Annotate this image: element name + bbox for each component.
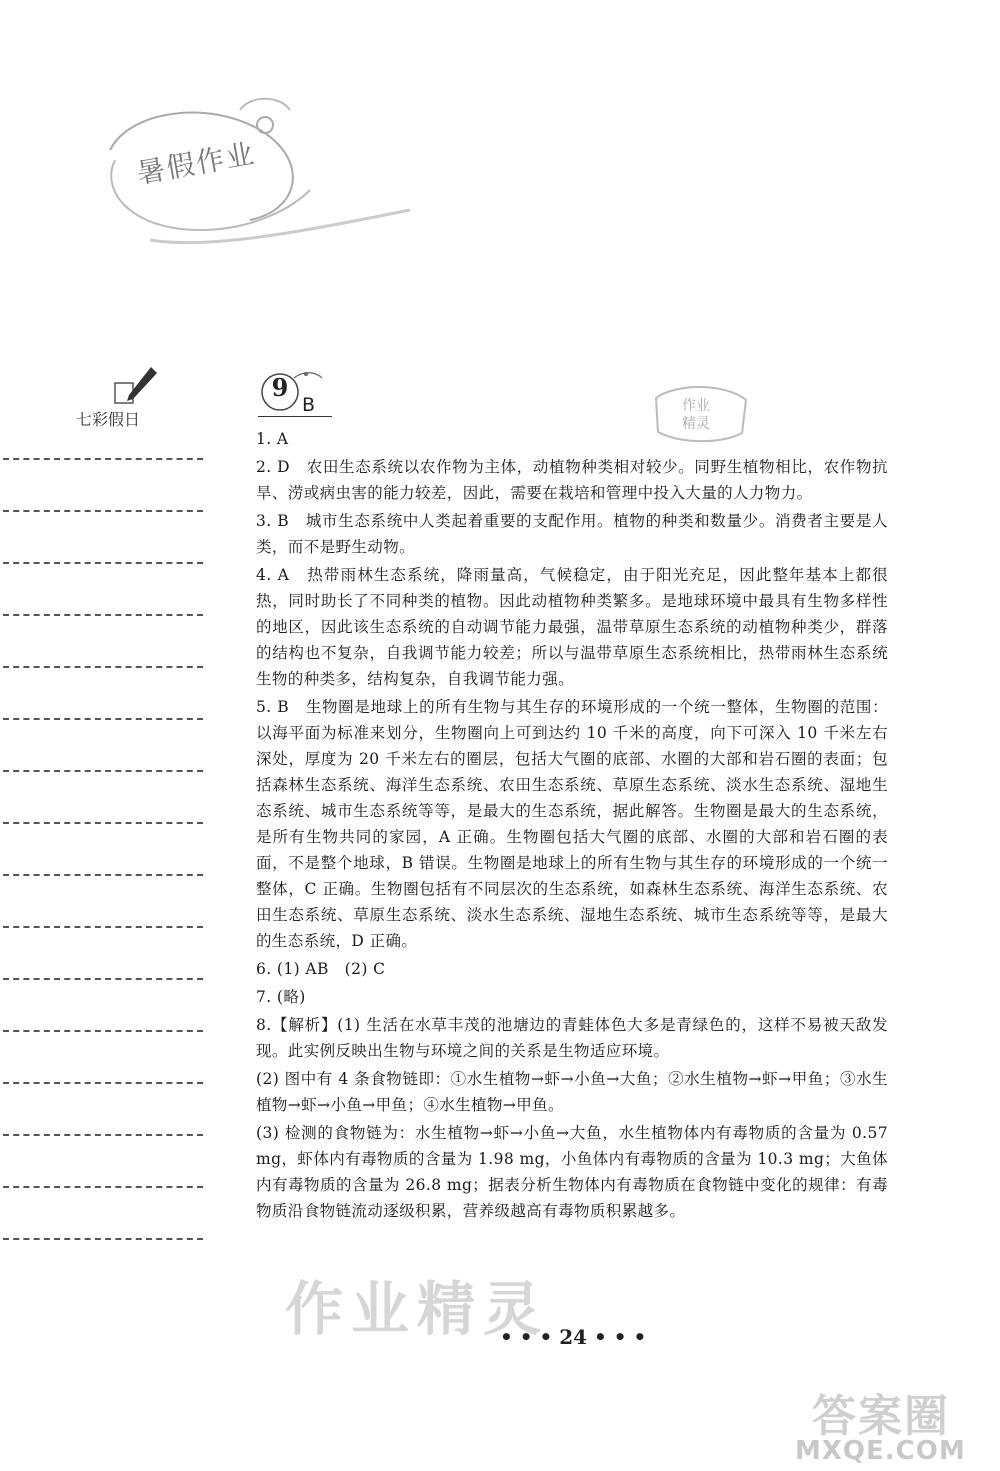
pen-icon — [113, 365, 157, 409]
answer-item — [256, 956, 888, 982]
answer-number: 2. D — [256, 458, 290, 476]
answer-number: 5. B — [256, 698, 289, 716]
answer-explanation: 热带雨林生态系统，降雨量高，气候稳定，由于阳光充足，因此整年基本上都很热，同时助长了不同种类的植物。因此动植物种类繁多。是地球环境中最具有生物多样性的地区，因此该生态系统的自动调节能力最强，温带草原生态系统的动植物种类少，群落的结构也不复杂，自我调节能力较差；所以与温带草原生态系统相比，热带雨林生态系统生物的种类多，结构复杂，自我调节能力强。 — [256, 566, 889, 688]
answer-explanation: 农田生态系统以农作物为主体，动植物种类相对较少。同野生植物相比，农作物抗旱、涝或病虫害的能力较差，因此，需要在栽培和管理中投入大量的人力物力。 — [256, 458, 889, 502]
lesson-number: 9 — [271, 373, 289, 402]
site-logo: 答案圈 — [812, 1391, 950, 1442]
sidebar-note-line — [3, 1134, 203, 1136]
sidebar-note-line — [3, 926, 203, 928]
answer-number: 4. A — [256, 566, 290, 584]
sidebar-note-line — [3, 510, 203, 512]
answer-item — [256, 984, 888, 1010]
sidebar-note-line — [3, 1186, 203, 1188]
sidebar-note-line — [3, 614, 203, 616]
answer-number: 8.【解析】 — [256, 1016, 338, 1034]
answer-explanation: 生物圈是地球上的所有生物与其生存的环境形成的一个统一整体，生物圈的范围：以海平面为标准来划分，生物圈向上可到达约 10 千米的高度，向下可深入 10 千米左右深处，厚度为 20 千米左右的圈层，包括大气圈的底部、水圈的大部和岩石圈的表面；包括森林生态系统、海洋生态系统、农田生态系统、草原生态系统、淡水生态系统、湿地生态系统、城市生态系统等等，是最大的生态系统，据此解答。生物圈是最大的生态系统，是所有生物共同的家园，A 正确。生物圈包括大气圈的底部、水圈的大部和岩石圈的表面，不是整个地球，B 错误。生物圈是地球上的所有生物与其生存的环境形成的一个统一整体，C 正确。生物圈包括有不同层次的生态系统，如森林生态系统、海洋生态系统、农田生态系统、草原生态系统、淡水生态系统、湿地生态系统、城市生态系统等等，是最大的生态系统，D 正确。 — [256, 698, 889, 950]
site-url: MXQE.COM — [795, 1436, 966, 1466]
svg-text:精灵: 精灵 — [682, 416, 710, 432]
sidebar-note-line — [3, 1238, 203, 1240]
answer-item — [256, 508, 888, 560]
sidebar-note-line — [3, 770, 203, 772]
answer-paragraph: (2) 图中有 4 条食物链即：①水生植物→虾→小鱼→大鱼；②水生植物→虾→甲鱼；③水生植物→虾→小鱼→甲鱼；④水生植物→甲鱼。 — [256, 1070, 888, 1114]
sidebar-note-line — [3, 978, 203, 980]
answer-explanation: (1) 生活在水草丰茂的池塘边的青蛙体色大多是青绿色的，这样不易被天敌发现。此实例反映出生物与环境之间的关系是生物适应环境。 — [256, 1016, 888, 1060]
lesson-underline — [258, 416, 332, 417]
answer-item — [256, 454, 888, 506]
answer-explanation: 城市生态系统中人类起着重要的支配作用。植物的种类和数量少。消费者主要是人类，而不是野生动物。 — [256, 512, 889, 556]
answer-number: 1. A — [256, 430, 289, 448]
header-title: 暑假作业 — [134, 136, 259, 191]
answer-item — [256, 426, 888, 452]
sidebar-title: 七彩假日 — [76, 410, 141, 429]
sidebar-note-line — [3, 1082, 203, 1084]
sidebar-note-line — [3, 666, 203, 668]
sidebar-note-line — [3, 718, 203, 720]
answer-number: 7. (略) — [256, 988, 306, 1006]
answer-item — [256, 1012, 888, 1064]
answer-number: 3. B — [256, 512, 289, 530]
svg-text:作业: 作业 — [682, 398, 710, 414]
sidebar-note-line — [3, 562, 203, 564]
sidebar-note-line — [3, 822, 203, 824]
answer-item — [256, 694, 888, 954]
answer-content — [256, 426, 888, 1226]
sidebar-note-line — [3, 458, 203, 460]
answer-item — [256, 562, 888, 692]
watermark-text: 作业精灵 — [285, 1275, 550, 1343]
sidebar-note-line — [3, 1030, 203, 1032]
sidebar-note-line — [3, 874, 203, 876]
answer-number: 6. (1) AB (2) C — [256, 960, 386, 978]
lesson-letter: B — [302, 394, 316, 416]
page-number: • • • 24 • • • — [500, 1325, 647, 1349]
answer-paragraph: (3) 检测的食物链为：水生植物→虾→小鱼→大鱼，水生植物体内有毒物质的含量为 0.57 mg，虾体内有毒物质的含量为 1.98 mg，小鱼体内有毒物质的含量为 10.3 mg；大鱼体内有毒物质的含量为 26.8 mg；据表分析生物体内有毒物质在食物链中变化的规律：有毒物质沿食物链流动逐级积累，营养级越高有毒物质积累越多。 — [256, 1124, 888, 1220]
